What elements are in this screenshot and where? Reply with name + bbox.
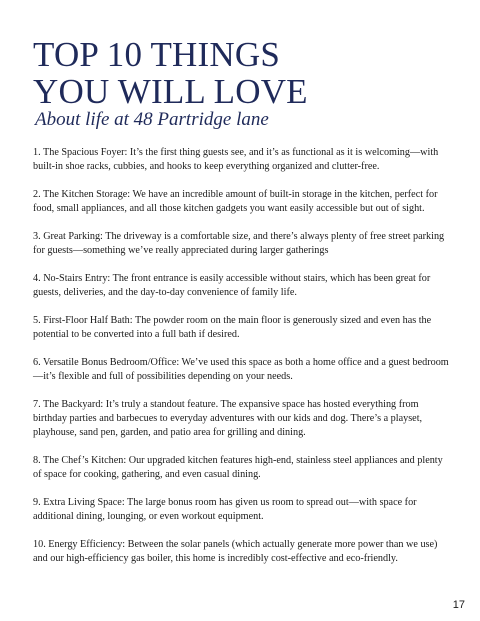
list-item-5: 5. First-Floor Half Bath: The powder room on the main floor is generously sized and even has the potential to be converted into a full bath if desired. [33,315,432,340]
list-item-9: 9. Extra Living Space: The large bonus room has given us room to spread out—with space for additional dining, lounging, or even workout equipment. [33,497,417,522]
list-item-8: 8. The Chef’s Kitchen: Our upgraded kitchen features high-end, stainless steel appliances and plenty of space for cooking, gathering, and even casual dining. [33,455,443,480]
title-line-1: TOP 10 THINGS [33,35,280,74]
list-item-2: 2. The Kitchen Storage: We have an incredible amount of built-in storage in the kitchen, perfect for food, small appliances, and all those kitchen gadgets you want easily accessible but out of sight. [33,189,438,214]
page-subtitle: About life at 48 Partridge lane [35,109,269,130]
list-item-7: 7. The Backyard: It’s truly a standout feature. The expansive space has hosted everything from birthday parties and barbecues to everyday adventures with our kids and dog. There’s a playset, playhouse, sand pen, garden, and patio area for grilling and dining. [33,399,423,438]
list-item-6: 6. Versatile Bonus Bedroom/Office: We’ve used this space as both a home office and a guest bedroom—it’s flexible and full of possibilities depending on your needs. [33,357,449,382]
list-item-3: 3. Great Parking: The driveway is a comfortable size, and there’s always plenty of free street parking for guests—something we’ve really appreciated during larger gatherings [33,231,445,256]
title-line-2: YOU WILL LOVE [33,72,308,111]
things-list [33,146,449,580]
list-item-1: 1. The Spacious Foyer: It’s the first thing guests see, and it’s as functional as it is welcoming—with built-in shoe racks, cubbies, and hooks to keep everything organized and clutter-free. [33,147,439,172]
list-item-10: 10. Energy Efficiency: Between the solar panels (which actually generate more power than we use) and our high-efficiency gas boiler, this home is incredibly cost-effective and eco-friendly. [33,539,438,564]
page-title [33,36,308,110]
list-item-4: 4. No-Stairs Entry: The front entrance is easily accessible without stairs, which has been great for guests, deliveries, and the day-to-day convenience of family life. [33,273,431,298]
page-number: 17 [452,599,465,611]
